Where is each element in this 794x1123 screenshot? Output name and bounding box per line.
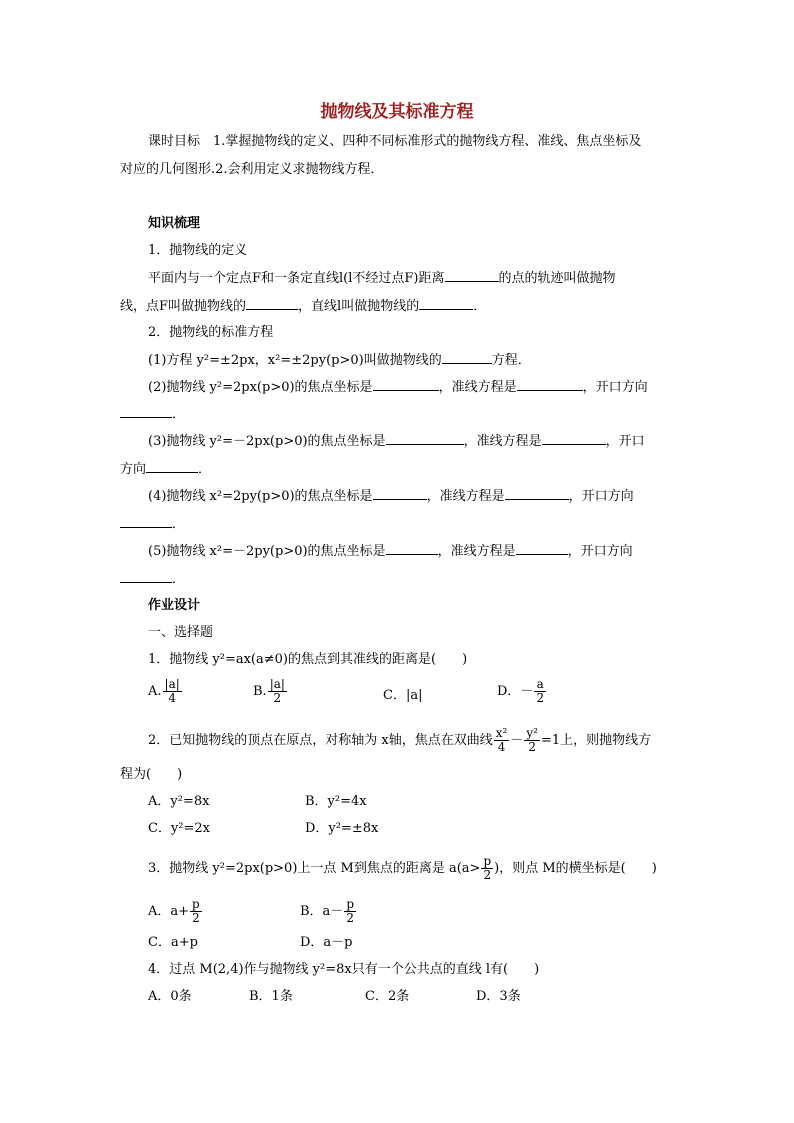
item-text: ，开口方向 bbox=[567, 544, 633, 559]
answer-blank[interactable] bbox=[505, 486, 569, 500]
item-text: (4)抛物线 x²=2py(p>0)的焦点坐标是 bbox=[148, 489, 373, 504]
item-text: ． bbox=[172, 407, 186, 422]
item-text: ． bbox=[198, 462, 212, 477]
question-2-stem-cont: 程为( ) bbox=[120, 767, 183, 782]
q2-option-b[interactable]: B．y²=4x bbox=[305, 794, 367, 809]
q4-option-b[interactable]: B．1条 bbox=[249, 989, 293, 1004]
item-text: (1)方程 y²=±2px，x²=±2py(p>0)叫做抛物线的 bbox=[148, 353, 442, 368]
answer-blank[interactable] bbox=[419, 296, 473, 310]
question-3-stem bbox=[148, 855, 657, 882]
section-1-title: 1．抛物线的定义 bbox=[148, 243, 248, 258]
denominator: 2 bbox=[192, 911, 200, 925]
q4-option-d[interactable]: D．3条 bbox=[476, 989, 521, 1004]
question-1-stem: 1．抛物线 y²=ax(a≠0)的焦点到其准线的距离是( ) bbox=[148, 652, 468, 667]
q3-option-a[interactable] bbox=[148, 898, 203, 925]
q2-option-a[interactable]: A．y²=8x bbox=[148, 794, 210, 809]
item-text: ，开口方向 bbox=[568, 489, 634, 504]
q2-option-d[interactable]: D．y²=±8x bbox=[305, 821, 379, 836]
numerator: p bbox=[483, 854, 492, 868]
fraction bbox=[534, 678, 546, 705]
denominator: 4 bbox=[497, 740, 506, 754]
item-text: ，准线方程是 bbox=[426, 489, 505, 504]
fraction bbox=[190, 898, 202, 925]
answer-blank[interactable] bbox=[445, 268, 499, 282]
denominator: 2 bbox=[346, 911, 354, 925]
answer-blank[interactable] bbox=[386, 431, 464, 445]
item-1 bbox=[148, 350, 531, 371]
item-text: (2)抛物线 y²=2px(p>0)的焦点坐标是 bbox=[148, 380, 373, 395]
numerator: p bbox=[346, 897, 354, 911]
option-label: B. bbox=[253, 684, 267, 699]
page-title: 抛物线及其标准方程 bbox=[320, 102, 474, 122]
definition-text: 线，点F叫做抛物线的 bbox=[120, 299, 247, 314]
q4-option-a[interactable]: A．0条 bbox=[148, 989, 192, 1004]
definition-text: ． bbox=[473, 299, 487, 314]
item-text: ，开口方向 bbox=[582, 380, 648, 395]
q1-option-a[interactable] bbox=[148, 678, 183, 705]
item-text: ，准线方程是 bbox=[438, 380, 517, 395]
option-label: A. bbox=[148, 684, 162, 699]
answer-blank[interactable] bbox=[517, 377, 583, 391]
fraction bbox=[163, 678, 182, 705]
numerator: a bbox=[534, 678, 546, 692]
denominator: 2 bbox=[536, 691, 545, 705]
answer-blank[interactable] bbox=[120, 514, 172, 528]
question-4-stem: 4．过点 M(2,4)作与抛物线 y²=8x只有一个公共点的直线 l有( ) bbox=[148, 962, 540, 977]
item-4-cont bbox=[120, 514, 185, 535]
answer-blank[interactable] bbox=[442, 350, 492, 364]
section-choice: 一、选择题 bbox=[148, 625, 214, 640]
answer-blank[interactable] bbox=[246, 296, 298, 310]
numerator: |a| bbox=[269, 677, 285, 691]
fraction bbox=[481, 855, 493, 882]
q2-option-c[interactable]: C．y²=2x bbox=[148, 821, 210, 836]
option-label: D．－ bbox=[497, 684, 534, 699]
denominator: 2 bbox=[273, 691, 282, 705]
item-text: 方向 bbox=[120, 462, 147, 477]
knowledge-heading: 知识梳理 bbox=[148, 216, 201, 231]
item-text: (3)抛物线 y²=－2px(p>0)的焦点坐标是 bbox=[148, 434, 386, 449]
q1-option-d[interactable] bbox=[497, 678, 547, 705]
item-text: ，准线方程是 bbox=[437, 544, 516, 559]
homework-heading: 作业设计 bbox=[148, 598, 201, 613]
fraction bbox=[494, 727, 510, 754]
stem-text: 2．已知抛物线的顶点在原点，对称轴为 x轴，焦点在双曲线 bbox=[148, 733, 493, 748]
item-text: 方程． bbox=[491, 353, 531, 368]
definition-line-1 bbox=[148, 268, 616, 289]
minus-sign: － bbox=[510, 733, 524, 748]
denominator: 2 bbox=[528, 740, 536, 754]
answer-blank[interactable] bbox=[120, 404, 172, 418]
item-5 bbox=[148, 541, 633, 562]
numerator: |a| bbox=[164, 677, 180, 691]
denominator: 2 bbox=[483, 868, 492, 882]
answer-blank[interactable] bbox=[516, 541, 568, 555]
answer-blank[interactable] bbox=[373, 486, 427, 500]
item-4 bbox=[148, 486, 634, 507]
numerator: p bbox=[192, 897, 200, 911]
q3-option-c[interactable]: C．a+p bbox=[148, 935, 198, 950]
q4-option-c[interactable]: C．2条 bbox=[365, 989, 410, 1004]
item-text: ，开口 bbox=[605, 434, 645, 449]
q3-option-d[interactable]: D．a－p bbox=[300, 935, 353, 950]
answer-blank[interactable] bbox=[373, 377, 439, 391]
question-2-stem bbox=[148, 727, 651, 754]
fraction bbox=[524, 727, 540, 754]
definition-text: ，直线l叫做抛物线的 bbox=[298, 299, 420, 314]
item-2-cont bbox=[120, 404, 185, 425]
stem-text: 3．抛物线 y²=2px(p>0)上一点 M到焦点的距离是 a(a> bbox=[148, 861, 481, 876]
fraction bbox=[268, 678, 287, 705]
item-5-cont bbox=[120, 569, 185, 590]
numerator: x² bbox=[495, 726, 508, 740]
answer-blank[interactable] bbox=[542, 431, 606, 445]
item-text: ． bbox=[172, 572, 186, 587]
definition-text: 的点的轨迹叫做抛物 bbox=[498, 271, 616, 286]
definition-line-2 bbox=[120, 296, 486, 317]
answer-blank[interactable] bbox=[146, 459, 198, 473]
section-2-title: 2．抛物线的标准方程 bbox=[148, 325, 274, 340]
option-label: B．a－ bbox=[300, 904, 344, 919]
item-2 bbox=[148, 377, 648, 398]
goal-line-1: 课时目标 1.掌握抛物线的定义、四种不同标准形式的抛物线方程、准线、焦点坐标及 bbox=[148, 134, 642, 149]
item-3 bbox=[148, 431, 645, 452]
q1-option-c[interactable]: C．|a| bbox=[383, 688, 423, 703]
answer-blank[interactable] bbox=[386, 541, 438, 555]
stem-text: )，则点 M的横坐标是( ) bbox=[494, 861, 657, 876]
item-text: ，准线方程是 bbox=[463, 434, 542, 449]
q1-option-b[interactable] bbox=[253, 678, 288, 705]
option-label: A．a+ bbox=[148, 904, 190, 919]
item-text: ． bbox=[172, 517, 186, 532]
q3-option-b[interactable] bbox=[300, 898, 357, 925]
denominator: 4 bbox=[168, 691, 176, 705]
numerator: y² bbox=[526, 726, 538, 740]
goal-line-2: 对应的几何图形.2.会利用定义求抛物线方程． bbox=[120, 162, 384, 177]
answer-blank[interactable] bbox=[120, 569, 172, 583]
item-3-cont bbox=[120, 459, 211, 480]
fraction bbox=[344, 898, 356, 925]
definition-text: 平面内与一个定点F和一条定直线l(l不经过点F)距离 bbox=[148, 271, 445, 286]
item-text: (5)抛物线 x²=－2py(p>0)的焦点坐标是 bbox=[148, 544, 386, 559]
stem-text: =1上，则抛物线方 bbox=[540, 733, 652, 748]
